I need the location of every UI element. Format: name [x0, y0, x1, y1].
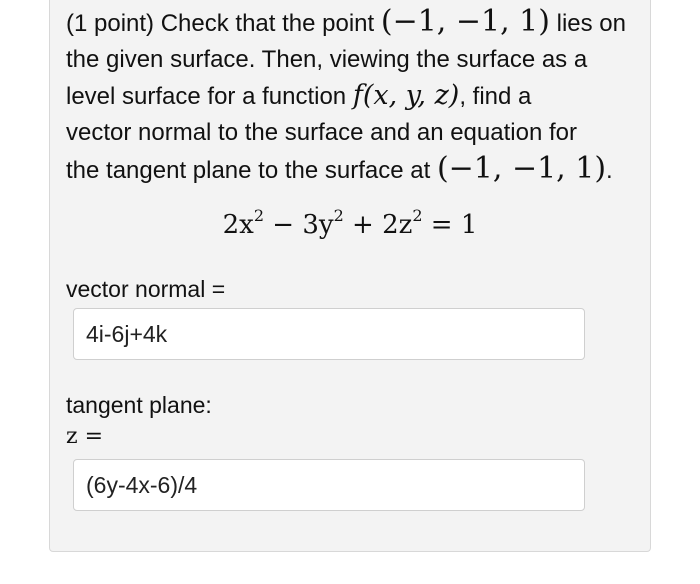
problem-line-3 [66, 78, 646, 115]
problem-line-4: vector normal to the surface and an equation for [66, 119, 577, 146]
point-math: (−1, −1, 1) [436, 151, 607, 186]
problem-text-segment: . [606, 157, 613, 184]
equation-term: 2x [222, 210, 254, 240]
function-math: f(x, y, z) [352, 80, 460, 111]
problem-text-segment: the tangent plane to the surface at [66, 157, 437, 184]
equation-exponent: 2 [333, 206, 344, 225]
problem-line-1 [66, 4, 646, 42]
equation-term: = 1 [422, 210, 478, 240]
equation-term: − 3y [264, 210, 334, 240]
vector-normal-label: vector normal = [66, 276, 226, 302]
point-math: (−1, −1, 1) [380, 4, 550, 39]
tangent-plane-label: tangent plane: [66, 392, 212, 418]
equation-term: + 2z [343, 210, 413, 240]
equation-exponent: 2 [412, 206, 423, 225]
problem-text-segment: lies on [549, 10, 626, 37]
problem-text-segment: (1 point) Check that the point [66, 10, 381, 37]
equation-exponent: 2 [253, 206, 265, 225]
problem-line-5 [66, 151, 646, 189]
z-equals-label: z = [66, 424, 104, 449]
surface-equation [0, 206, 700, 240]
problem-text-segment: level surface for a function [66, 83, 353, 110]
problem-text-segment: , find a [459, 83, 532, 110]
problem-line-2: the given surface. Then, viewing the surface as a [66, 46, 588, 73]
tangent-plane-input[interactable] [73, 459, 585, 511]
problem-text [66, 4, 646, 189]
vector-normal-input[interactable] [73, 308, 585, 360]
